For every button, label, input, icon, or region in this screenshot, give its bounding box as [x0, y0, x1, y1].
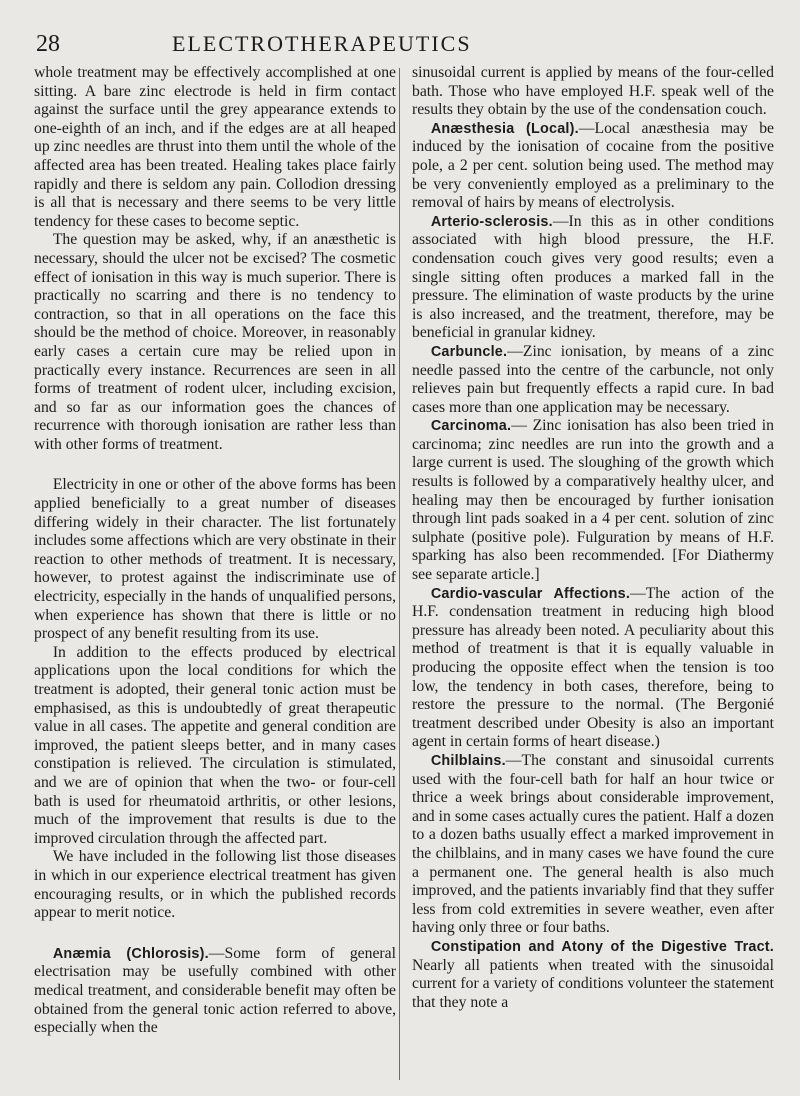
entry-heading: Arterio-sclerosis. [430, 213, 553, 230]
running-title: ELECTROTHERAPEUTICS [172, 31, 472, 56]
paragraph [34, 476, 396, 643]
entry-anaemia [34, 945, 396, 1038]
entry-carcinoma [412, 417, 774, 584]
paragraph [34, 848, 396, 922]
entry-constipation [412, 938, 774, 1012]
right-column [412, 64, 774, 1090]
entry-anaesthesia [412, 120, 774, 213]
entry-heading: Chilblains. [430, 752, 506, 769]
paragraph-text: whole treatment may be effectively accomplished at one sitting. A bare zinc electrode is held in firm contact against the surface until the grey appearance extends to one-eighth of an inch, and if the edges are at all heaped up zinc needles are thrust into them until the whole of the affected area has been treated. Healing takes place fairly rapidly and there is seldom any pain. Collodion dressing is all that is necessary and there seems to be very little tendency for these cases to become septic. [34, 64, 396, 230]
entry-text: —The constant and sinusoidal currents used with the four-cell bath for half an hour twice or thrice a week brings about considerable improvement, and in some cases actually cures the patient. Half a dozen to a dozen baths usually effect a marked improvement in the chilblains, and in many cases we have found the cure a permanent one. The general health is also much improved, and the patients invariably find that they suffer less from cold extremities in severe weather, even after having only three or four baths. [412, 751, 774, 937]
entry-arterio-sclerosis [412, 213, 774, 343]
entry-cardio-vascular [412, 585, 774, 752]
entry-heading: Anæmia (Chlorosis). [52, 945, 209, 962]
entry-text: —Some form of general electrisation may be usefully combined with other medical treatment, and considerable benefit may often be obtained from the general tonic action referred to above, especially when the [34, 944, 396, 1037]
paragraph [412, 64, 774, 120]
paragraph-text: In addition to the effects produced by electrical applications upon the local conditions for which the treatment is adopted, their general tonic action must be emphasised, as this is undoubtedly of great therapeutic value in all cases. The appetite and general condition are improved, the patient sleeps better, and in many cases constipation is relieved. The circulation is stimulated, and we are of opinion that when the two- or four-cell bath is used for rheumatoid arthritis, or other lesions, much of the improvement that results is due to the improved circulation through the affected part. [34, 643, 396, 847]
paragraph [34, 64, 396, 231]
page-number: 28 [36, 31, 60, 57]
running-head [0, 30, 800, 58]
paragraph-text: Electricity in one or other of the above forms has been applied beneficially to a great number of diseases differing widely in their character. The list fortunately includes some affections which are very obstinate in their reaction to other methods of treatment. It is necessary, however, to protest against the indiscriminate use of electricity, especially in the hands of unqualified persons, when experience has shown that there is little or no prospect of any benefit resulting from its use. [34, 476, 396, 643]
entry-text: —In this as in other conditions associated with high blood pressure, the H.F. condensation couch gives very good results; even a single sitting often produces a marked fall in the pressure. The elimination of waste products by the urine is also increased, and the treatment, therefore, may be beneficial in granular kidney. [412, 212, 774, 342]
left-column [34, 64, 396, 1090]
paragraph [34, 231, 396, 454]
entry-text: —Zinc ionisation, by means of a zinc needle passed into the centre of the carbuncle, not only relieves pain but frequently effects a rapid cure. In bad cases more than one application may be necessary. [412, 342, 774, 416]
entry-text: —The action of the H.F. condensation treatment in reducing high blood pressure has already been noted. A peculiarity about this method of treatment is that it is equally valuable in producing the opposite effect when the tension is too low, the tendency in both cases, therefore, being to restore the pressure to the normal. (The Bergonié treatment described under Obesity is also an important agent in certain forms of heart disease.) [412, 584, 774, 751]
entry-text: — Zinc ionisation has also been tried in carcinoma; zinc needles are run into the growth and a large current is used. The sloughing of the growth which results is followed by a comparatively healthy ulcer, and healing may then be encouraged by further ionisation through lint pads soaked in a 4 per cent. solution of zinc sulphate (positive pole). Fulguration by means of H.F. sparking has also been recommended. [For Diathermy see separate article.] [412, 417, 774, 584]
entry-heading: Cardio-vascular Affections. [430, 585, 631, 602]
entry-heading: Anæsthesia (Local). [430, 120, 579, 137]
entry-text: —Local anæsthesia may be induced by the ionisation of cocaine from the positive pole, a 2 per cent. solution being used. The method may be very conveniently employed as a preliminary to the removal of hairs by means of electrolysis. [412, 119, 774, 212]
paragraph-text: We have included in the following list those diseases in which in our experience electrical treatment has given encouraging results, or in which the published records appear to merit notice. [34, 848, 396, 922]
entry-heading: Carbuncle. [430, 343, 508, 360]
paragraph [34, 644, 396, 849]
column-divider [399, 68, 400, 1080]
entry-text: Nearly all patients when treated with the sinusoidal current for a variety of conditions volunteer the statement that they note a [412, 956, 774, 1011]
entry-carbuncle [412, 343, 774, 417]
entry-heading: Constipation and Atony of the Digestive Tract. [430, 938, 774, 955]
paragraph-text: The question may be asked, why, if an anæsthetic is necessary, should the ulcer not be excised? The cosmetic effect of ionisation in this way is much superior. There is practically no scarring and there is no tendency to contraction, so that in all operations on the face this should be the method of choice. Moreover, in reasonably early cases a certain cure may be relied upon in practically every instance. Recurrences are seen in all forms of treatment of rodent ulcer, including excision, and so far as our information goes the chances of recurrence with thorough ionisation are rather less than with other forms of treatment. [34, 231, 396, 453]
paragraph-text: sinusoidal current is applied by means of the four-celled bath. Those who have employed H.F. speak well of the results they obtain by the use of the condensation couch. [412, 64, 774, 119]
entry-chilblains [412, 752, 774, 938]
entry-heading: Carcinoma. [430, 418, 512, 435]
